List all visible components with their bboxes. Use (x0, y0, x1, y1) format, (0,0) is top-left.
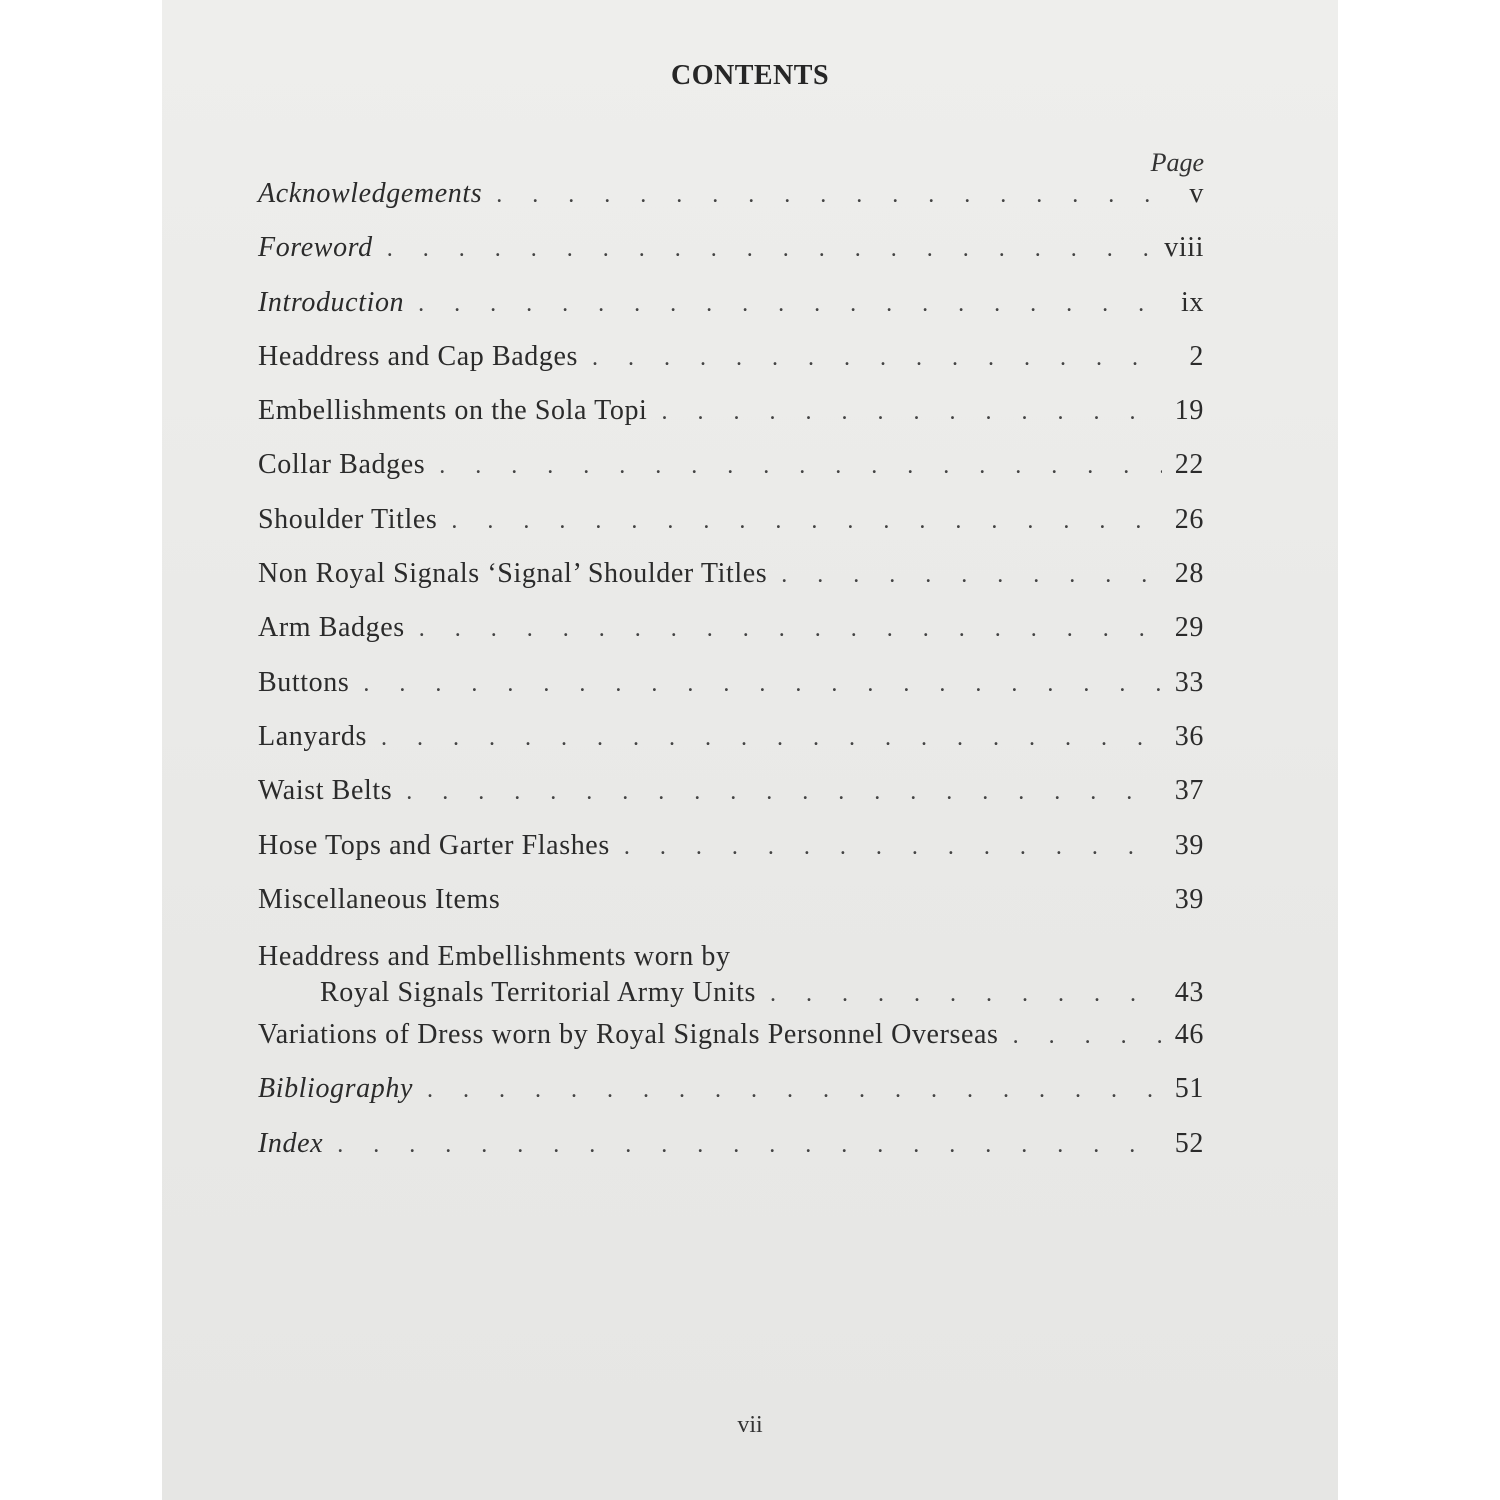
dot-leader (451, 508, 1162, 535)
toc-entry-waist-belts (258, 775, 1204, 829)
toc-entry-variations-of-dress (258, 1019, 1204, 1073)
toc-entry-page: 39 (1174, 829, 1204, 861)
toc-entry-title: Miscellaneous Items (258, 883, 501, 915)
toc-entry-page: 26 (1174, 503, 1204, 535)
toc-entry-page: 37 (1174, 775, 1204, 807)
dot-leader (781, 562, 1162, 589)
toc-entry-introduction (258, 287, 1204, 341)
dot-leader (661, 399, 1162, 426)
toc-entry-title: Introduction (258, 286, 405, 318)
toc-entry-buttons (258, 667, 1204, 721)
toc-entry-title: Hose Tops and Garter Flashes (258, 829, 610, 861)
toc-entry-headdress (258, 341, 1204, 395)
dot-leader (592, 345, 1162, 372)
toc-entry-page: 43 (1174, 977, 1204, 1009)
toc-entry-title: Acknowledgements (258, 178, 483, 209)
toc-entry-title: Shoulder Titles (258, 503, 438, 535)
toc-entry-page: 22 (1174, 449, 1204, 481)
page-column-label: Page (1150, 148, 1204, 177)
table-of-contents (258, 178, 1204, 1182)
toc-entry-title: Foreword (258, 232, 373, 264)
dot-leader (381, 725, 1162, 752)
toc-entry-page: 19 (1174, 395, 1204, 427)
dot-leader (419, 616, 1162, 643)
toc-entry-collar-badges (258, 449, 1204, 503)
toc-entry-title: Non Royal Signals ‘Signal’ Shoulder Titles (258, 558, 768, 590)
toc-entry-title: Arm Badges (258, 612, 405, 644)
toc-entry-title-line2: Royal Signals Territorial Army Units (320, 977, 756, 1009)
toc-entry-title-line1: Headdress and Embellishments worn by (258, 941, 731, 973)
toc-entry-page: v (1189, 178, 1204, 209)
toc-entry-title: Lanyards (258, 720, 367, 752)
toc-entry-miscellaneous (258, 884, 1204, 938)
book-page (162, 0, 1338, 1500)
toc-entry-title: Collar Badges (258, 449, 426, 481)
toc-entry-page: 33 (1174, 666, 1204, 698)
toc-entry-title: Waist Belts (258, 775, 393, 807)
dot-leader (1013, 1023, 1162, 1050)
dot-leader (770, 977, 1162, 1011)
toc-entry-bibliography (258, 1073, 1204, 1127)
toc-entry-page: ix (1181, 286, 1204, 318)
toc-entry-page: 46 (1174, 1019, 1204, 1051)
toc-entry-title: Variations of Dress worn by Royal Signals Personnel Overseas (258, 1019, 999, 1051)
toc-entry-signal-shoulder-titles (258, 558, 1204, 612)
dot-leader (624, 834, 1162, 861)
toc-entry-hose-tops (258, 830, 1204, 884)
toc-entry-index (258, 1128, 1204, 1182)
toc-entry-page: 39 (1174, 883, 1204, 915)
toc-entry-lanyards (258, 721, 1204, 775)
toc-entry-sola-topi (258, 395, 1204, 449)
toc-entry-title: Embellishments on the Sola Topi (258, 395, 648, 427)
dot-leader (387, 236, 1157, 263)
dot-leader (363, 671, 1162, 698)
dot-leader (427, 1077, 1162, 1104)
toc-entry-title: Buttons (258, 666, 350, 698)
toc-entry-title: Headdress and Cap Badges (258, 340, 578, 372)
page-number: vii (737, 1412, 763, 1438)
toc-entry-arm-badges (258, 612, 1204, 666)
toc-entry-page: viii (1164, 232, 1204, 264)
dot-leader (496, 182, 1162, 209)
toc-entry-shoulder-titles (258, 504, 1204, 558)
toc-entry-page: 52 (1174, 1127, 1204, 1159)
dot-leader (337, 1132, 1162, 1159)
dot-leader (439, 453, 1162, 480)
toc-entry-title: Index (258, 1127, 324, 1159)
toc-entry-page: 28 (1174, 558, 1204, 590)
page-title: CONTENTS (670, 60, 830, 91)
toc-entry-foreword (258, 232, 1204, 286)
toc-entry-territorial-army (258, 938, 1204, 1019)
toc-entry-page: 51 (1174, 1073, 1204, 1105)
dot-leader (418, 291, 1162, 318)
toc-entry-page: 29 (1174, 612, 1204, 644)
toc-entry-acknowledgements (258, 178, 1204, 232)
toc-entry-page: 2 (1189, 340, 1204, 372)
toc-entry-page: 36 (1174, 720, 1204, 752)
dot-leader (406, 779, 1162, 806)
toc-entry-second-line (258, 976, 1204, 1011)
toc-entry-title: Bibliography (258, 1073, 413, 1105)
